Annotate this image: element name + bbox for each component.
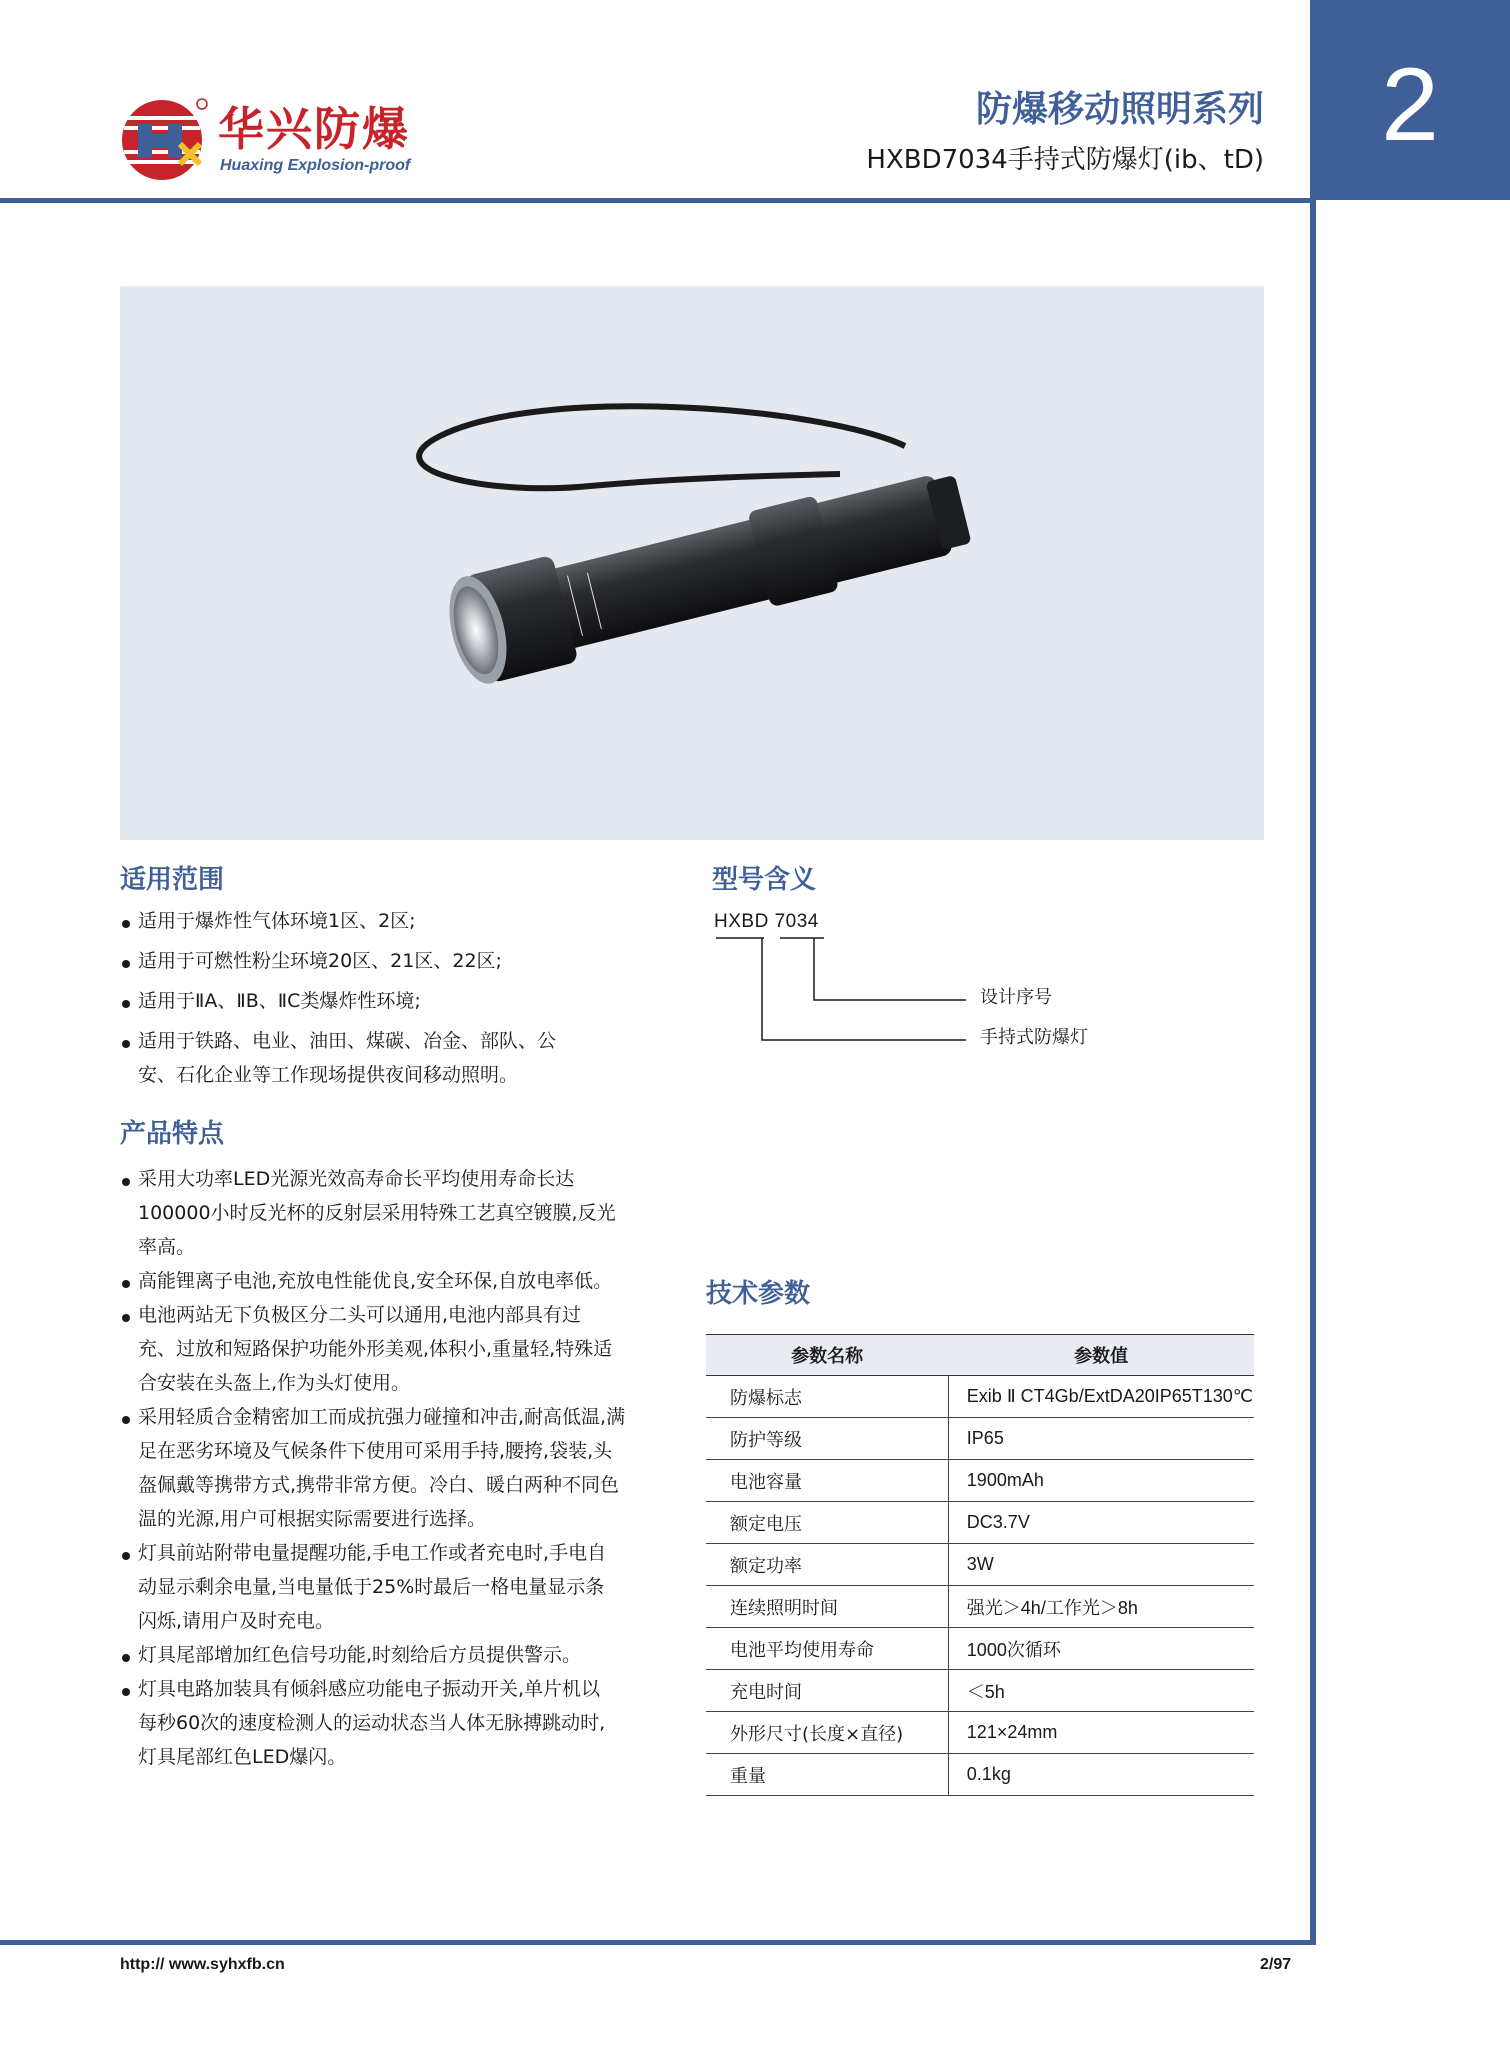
param-name: 额定电压 (706, 1502, 948, 1544)
table-row (706, 1418, 1254, 1460)
param-value: IP65 (948, 1418, 1254, 1460)
features-title: 产品特点 (120, 1119, 225, 1149)
scope-list (120, 904, 638, 1092)
feature-item: 电池两站无下负极区分二头可以通用,电池内部具有过充、过放和短路保护功能外形美观,体积小,重量轻,特殊适合安装在头盔上,作为头灯使用。 (120, 1298, 618, 1400)
side-margin (1308, 0, 1510, 2063)
side-rule (1310, 0, 1316, 1943)
feature-item: 高能锂离子电池,充放电性能优良,安全环保,自放电率低。 (120, 1264, 618, 1298)
footer-url[interactable]: http:// www.syhxfb.cn (120, 1956, 285, 1973)
table-row (706, 1628, 1254, 1670)
param-name: 连续照明时间 (706, 1586, 948, 1628)
param-name: 额定功率 (706, 1544, 948, 1586)
param-value: DC3.7V (948, 1502, 1254, 1544)
page-number: 2/97 (1260, 1956, 1292, 1973)
product-photo (120, 286, 1264, 840)
header-param-name: 参数名称 (706, 1335, 948, 1376)
param-value: 1000次循环 (948, 1628, 1254, 1670)
feature-item: 采用轻质合金精密加工而成抗强力碰撞和冲击,耐高低温,满足在恶劣环境及气候条件下使用可采用手持,腰挎,袋装,头盔佩戴等携带方式,携带非常方便。冷白、暖白两种不同色温的光源,用户可根据实际需要进行选择。 (120, 1400, 628, 1536)
table-row (706, 1376, 1254, 1418)
features-list (120, 1162, 638, 1774)
param-value: 121×24mm (948, 1712, 1254, 1754)
param-value: ＜5h (948, 1670, 1254, 1712)
header-rule (0, 198, 1316, 203)
chapter-number: 2 (1381, 47, 1439, 163)
table-row (706, 1586, 1254, 1628)
param-name: 充电时间 (706, 1670, 948, 1712)
spec-table (706, 1334, 1254, 1796)
brand-name-en: Huaxing Explosion-proof (220, 157, 411, 174)
table-row (706, 1670, 1254, 1712)
feature-item: 灯具尾部增加红色信号功能,时刻给后方员提供警示。 (120, 1638, 638, 1672)
brand-logo-icon (118, 96, 210, 182)
scope-item: 适用于爆炸性气体环境1区、2区; (120, 904, 638, 938)
scope-item: 适用于铁路、电业、油田、煤碳、冶金、部队、公安、石化企业等工作现场提供夜间移动照明。 (120, 1024, 578, 1092)
flashlight-icon (120, 286, 1264, 840)
scope-title: 适用范围 (120, 865, 225, 895)
scope-item: 适用于可燃性粉尘环境20区、21区、22区; (120, 944, 638, 978)
feature-item: 灯具电路加装具有倾斜感应功能电子振动开关,单片机以每秒60次的速度检测人的运动状态当人体无脉搏跳动时,灯具尾部红色LED爆闪。 (120, 1672, 618, 1774)
brand-name: 华兴防爆 (218, 102, 410, 156)
scope-item: 适用于ⅡA、ⅡB、ⅡC类爆炸性环境; (120, 984, 638, 1018)
model-label-type: 手持式防爆灯 (980, 1027, 1088, 1048)
param-name: 电池容量 (706, 1460, 948, 1502)
param-value: 3W (948, 1544, 1254, 1586)
table-row (706, 1712, 1254, 1754)
feature-item: 采用大功率LED光源光效高寿命长平均使用寿命长达100000小时反光杯的反射层采用特殊工艺真空镀膜,反光率高。 (120, 1162, 618, 1264)
model-code: HXBD 7034 (714, 911, 819, 932)
tech-title: 技术参数 (706, 1279, 811, 1309)
footer-rule (0, 1940, 1316, 1945)
product-title: HXBD7034手持式防爆灯(ib、tD) (866, 145, 1264, 175)
table-row (706, 1754, 1254, 1796)
feature-item: 灯具前站附带电量提醒功能,手电工作或者充电时,手电自动显示剩余电量,当电量低于25%时最后一格电量显示条闪烁,请用户及时充电。 (120, 1536, 618, 1638)
param-name: 防护等级 (706, 1418, 948, 1460)
table-row (706, 1460, 1254, 1502)
param-name: 电池平均使用寿命 (706, 1628, 948, 1670)
param-name: 重量 (706, 1754, 948, 1796)
param-value: 1900mAh (948, 1460, 1254, 1502)
param-value: Exib Ⅱ CT4Gb/ExtDA20IP65T130℃ (948, 1376, 1254, 1418)
param-name: 防爆标志 (706, 1376, 948, 1418)
header-param-value: 参数值 (948, 1335, 1254, 1376)
model-label-design-no: 设计序号 (980, 987, 1052, 1008)
param-value: 强光＞4h/工作光＞8h (948, 1586, 1254, 1628)
model-title: 型号含义 (712, 865, 817, 895)
series-title: 防爆移动照明系列 (975, 89, 1264, 130)
table-header-row (706, 1335, 1254, 1376)
param-name: 外形尺寸(长度×直径) (706, 1712, 948, 1754)
table-row (706, 1502, 1254, 1544)
table-row (706, 1544, 1254, 1586)
param-value: 0.1kg (948, 1754, 1254, 1796)
